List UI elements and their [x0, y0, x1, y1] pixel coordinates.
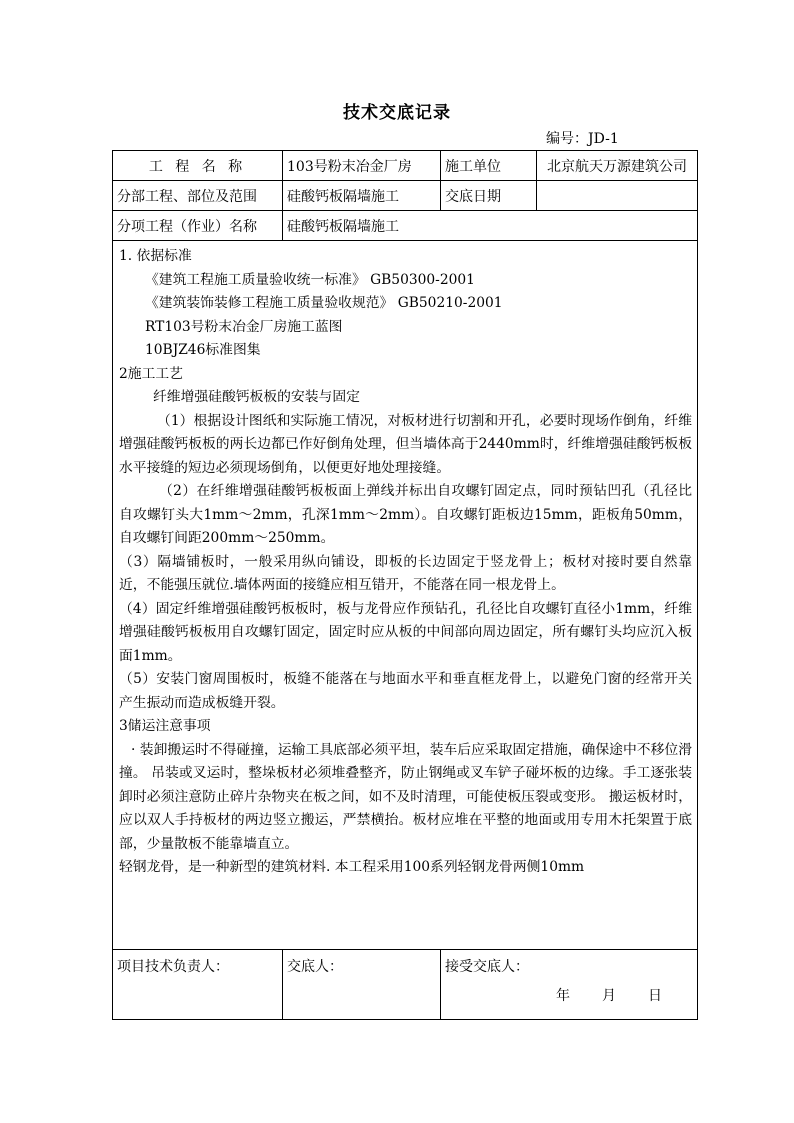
tech-lead-label: 项目技术负责人： — [113, 950, 283, 1020]
standard-4: 10BJZ46标准图集 — [145, 342, 261, 358]
content-row — [113, 241, 698, 950]
date-month: 月 — [602, 988, 616, 1004]
section-3-heading: 3储运注意事项 — [119, 718, 211, 734]
project-name-label: 工 程 名 称 — [113, 151, 283, 181]
paragraph-1: （1）根据设计图纸和实际施工情况，对板材进行切割和开孔，必要时现场作倒角，纤维增强硅酸钙板板的两长边都已作好倒角处理，但当墙体高于2440mm时，纤维增强硅酸钙板板水平接缝的短边必须现场倒角，以便更好地处理接缝。 — [119, 412, 692, 476]
date-label: 交底日期 — [441, 181, 537, 211]
standard-1: 《建筑工程施工质量验收统一标准》 GB50300-2001 — [145, 271, 475, 288]
division-row — [113, 181, 698, 211]
contractor-label: 施工单位 — [441, 151, 537, 181]
date-value — [537, 181, 698, 211]
paragraph-7: 轻钢龙骨，是一种新型的建筑材料. 本工程采用100系列轻钢龙骨两侧10mm — [119, 859, 585, 875]
paragraph-6: · 装卸搬运时不得碰撞，运输工具底部必须平坦，装车后应采取固定措施，确保途中不移位滑撞。 吊装或叉运时，整垛板材必须堆叠整齐，防止钢绳或叉车铲子碰坏板的边缘。手工逐张装卸时必须注意防止碎片杂物夹在板之间，如不及时清理，可能使板压裂或变形。 搬运板材时，应以双人手持板材的两边竖立搬运，严禁横抬。板材应堆在平整的地面或用专用木托架置于底部，少量散板不能靠墙直立。 — [119, 741, 692, 852]
discloser-label: 交底人： — [283, 950, 441, 1020]
subitem-value: 硅酸钙板隔墙施工 — [283, 211, 698, 241]
disclosure-table — [112, 150, 698, 1020]
division-value: 硅酸钙板隔墙施工 — [283, 181, 441, 211]
section-2-heading: 2施工工艺 — [119, 365, 183, 382]
date-year: 年 — [556, 988, 570, 1004]
subitem-row — [113, 211, 698, 241]
division-label: 分部工程、部位及范围 — [113, 181, 283, 211]
signature-date — [556, 985, 694, 1005]
project-row — [113, 151, 698, 181]
document-number: 编号：JD-1 — [546, 131, 619, 147]
section-1-heading: 1. 依据标准 — [119, 248, 192, 264]
standard-2: 《建筑装饰装修工程施工质量验收规范》 GB50210-2001 — [145, 295, 503, 311]
content-cell — [113, 241, 698, 950]
date-day: 日 — [648, 988, 662, 1004]
section-2-subheading: 纤维增强硅酸钙板板的安装与固定 — [153, 389, 360, 405]
paragraph-2: （2）在纤维增强硅酸钙板板面上弹线并标出自攻螺钉固定点，同时预钻凹孔（孔径比自攻螺钉头大1mm～2mm，孔深1mm～2mm）。自攻螺钉距板边15mm，距板角50mm，自攻螺钉间距200mm～250mm。 — [119, 483, 692, 546]
paragraph-3: （3）隔墙铺板时，一般采用纵向铺设，即板的长边固定于竖龙骨上；板材对接时要自然靠近，不能强压就位.墙体两面的接缝应相互错开，不能落在同一根龙骨上。 — [119, 553, 692, 593]
receiver-label: 接受交底人： — [441, 950, 698, 1020]
contractor-value: 北京航天万源建筑公司 — [537, 151, 698, 181]
project-name-value: 103号粉末冶金厂房 — [283, 151, 441, 181]
standard-3: RT103号粉末冶金厂房施工蓝图 — [145, 318, 343, 335]
paragraph-4: （4）固定纤维增强硅酸钙板板时，板与龙骨应作预钻孔，孔径比自攻螺钉直径小1mm，纤维增强硅酸钙板板用自攻螺钉固定，固定时应从板的中间部向周边固定，所有螺钉头均应沉入板面1mm。 — [119, 600, 692, 664]
paragraph-5: （5）安装门窗周围板时，板缝不能落在与地面水平和垂直框龙骨上，以避免门窗的经常开关产生振动而造成板缝开裂。 — [119, 671, 692, 711]
document-title: 技术交底记录 — [343, 103, 451, 123]
subitem-label: 分项工程（作业）名称 — [113, 211, 283, 241]
